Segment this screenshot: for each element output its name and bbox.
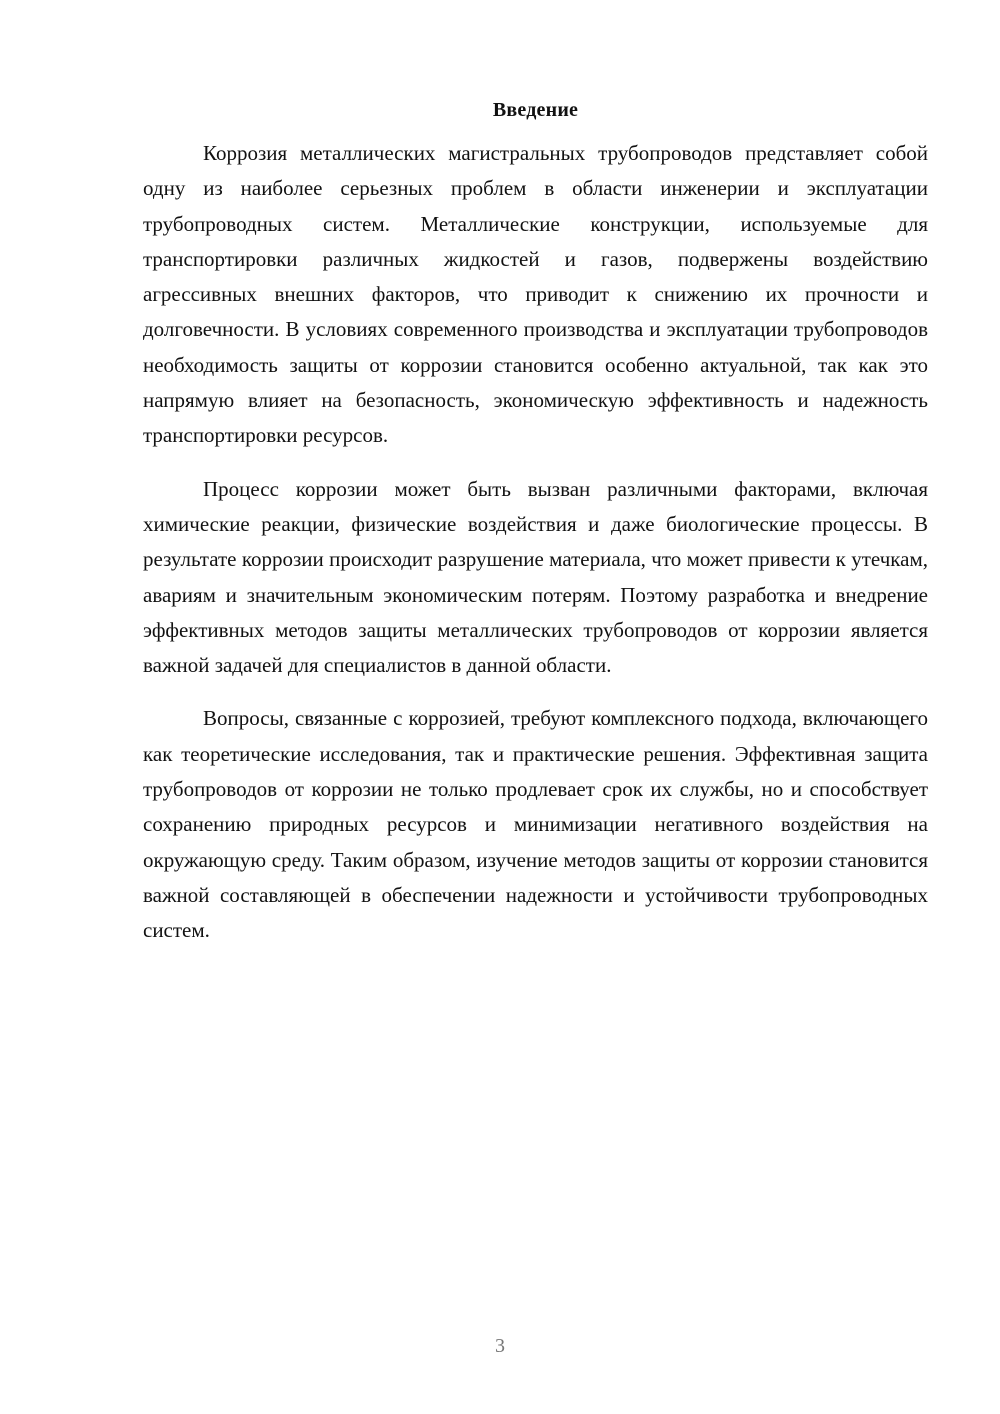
page-number: 3: [495, 1335, 505, 1357]
page-content: [143, 92, 928, 967]
section-title: Введение: [492, 99, 579, 121]
paragraph-1: Коррозия металлических магистральных трубопроводов представляет собой одну из наиболее серьезных проблем в области инженерии и эксплуатации трубопроводных систем. Металлические конструкции, используемые для транспортировки различных жидкостей и газов, подвержены воздействию агрессивных внешних факторов, что приводит к снижению их прочности и долговечности. В условиях современного производства и эксплуатации трубопроводов необходимость защиты от коррозии становится особенно актуальной, так как это напрямую влияет на безопасность, экономическую эффективность и надежность транспортировки ресурсов.: [143, 141, 928, 448]
paragraph-3: Вопросы, связанные с коррозией, требуют комплексного подхода, включающего как теоретические исследования, так и практические решения. Эффективная защита трубопроводов от коррозии не только продлевает срок их службы, но и способствует сохранению природных ресурсов и минимизации негативного воздействия на окружающую среду. Таким образом, изучение методов защиты от коррозии становится важной составляющей в обеспечении надежности и устойчивости трубопроводных систем.: [143, 706, 928, 943]
paragraph-2: Процесс коррозии может быть вызван различными факторами, включая химические реакции, физические воздействия и даже биологические процессы. В результате коррозии происходит разрушение материала, что может привести к утечкам, авариям и значительным экономическим потерям. Поэтому разработка и внедрение эффективных методов защиты металлических трубопроводов от коррозии является важной задачей для специалистов в данной области.: [143, 476, 928, 678]
